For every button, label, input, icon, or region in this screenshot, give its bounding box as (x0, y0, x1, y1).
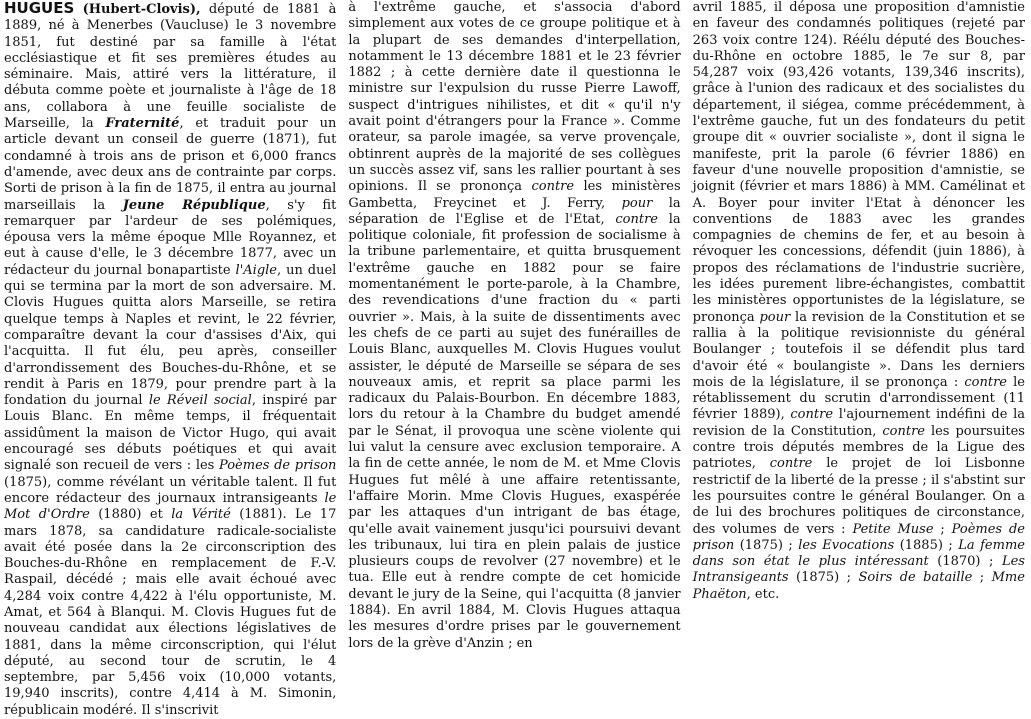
text-run: député de 1881 à 1889, né à Menerbes (Vaucluse) le 3 novembre 1851, fut destiné par sa famille à l'état ecclésiastique et fit ses premières études au séminaire. Mais, attiré vers la littérature, il débuta comme poète et journaliste à l'âge de 18 ans, collabora à une feuille socialiste de Marseille, la (4, 2, 337, 132)
text-run: , et traduit pour un article devant un conseil de guerre (1871), fut condamné à trois ans de prison et 6,000 francs d'amende, avec deux ans de contrainte par corps. Sorti de prison à la fin de 1875, il entra au journal marseillais la (4, 116, 337, 213)
text-run: les poursuites contre trois députés membres de la Ligue des patriotes, (692, 423, 1025, 472)
text-run: (1875) ; (788, 570, 859, 586)
entry-paragraph-3 (693, 0, 1025, 603)
emphasis-run: Poèmes de prison (219, 458, 337, 474)
emphasis-run: l'Aigle (235, 262, 277, 278)
emphasis-run: contre (769, 456, 813, 472)
entry-paragraph-2 (348, 0, 680, 652)
entry-paragraph-1 (4, 0, 336, 719)
text-run: , inspiré par Louis Blanc. En même temps, il fréquentait assidûment la maison de Victor Hugo, qui avait encouragé ses débuts poétiques et qui avait signalé son recueil de vers : les (4, 393, 337, 474)
emphasis-run: contre (882, 423, 925, 439)
text-run: ; (972, 570, 992, 586)
text-column-3 (693, 0, 1025, 682)
text-column-1 (4, 0, 337, 718)
text-run: (1881). Le 17 mars 1878, sa candidature radicale-socialiste avait été posée dans la 2e circonscription des Bouches-du-Rhône en remplacement de F.-V. Raspail, décédé ; mais elle avait échoué avec 4,284 voix contre 4,422 à l'élu opportuniste, M. Amat, et 564 à Blanqui. M. Clovis Hugues fut de nouveau candidat aux élections législatives de 1881, dans la même circonscription, qui l'élut député, au second tour de scrutin, le 4 septembre, par 5,456 voix (10,000 votants, 19,940 inscrits), contre 4,414 à M. Simonin, républicain modéré. Il s'inscrivit (4, 507, 337, 718)
text-run: le projet de loi Lisbonne restrictif de la liberté de la presse ; il s'abstint sur les poursuites contre le général Boulanger. On a de lui des brochures politiques de circonstance, des volumes de vers : (692, 456, 1025, 537)
emphasis-run: contre (964, 374, 1007, 390)
emphasis-run: Mme Phaëton (692, 570, 1025, 602)
column-1-body (4, 2, 336, 718)
emphasis-run: La femme dans son état le plus intéressant (692, 537, 1025, 570)
emphasis-run: les Evocations (798, 537, 895, 553)
text-run: le rétablissement du scrutin d'arrondissement (11 février 1889), (692, 374, 1025, 423)
emphasis-run: Poèmes de prison (692, 521, 1025, 553)
text-run: , s'y fit remarquer par l'ardeur de ses polémiques, épousa vers la même époque Mlle Royannez, et eut à cause d'elle, le 3 décembre 1877, avec un rédacteur du journal bonapartiste (4, 197, 337, 278)
text-run: ; (933, 521, 952, 537)
text-run: (1880) et (89, 507, 172, 523)
emphasis-run: pour (621, 195, 653, 211)
text-run: , etc. (746, 586, 780, 602)
emphasis-run: Jeune République (122, 197, 266, 213)
column-3-body (693, 0, 1025, 602)
emphasis-run: contre (790, 407, 834, 423)
text-run: la politique coloniale, fit profession de socialisme à la tribune parlementaire, et quitta brusquement l'extrême gauche en 1882 pour se faire momentanément le porte-parole, à la Chambre, des revendications d'une fraction du « parti ouvrier ». Mais, à la suite de dissentiments avec les chefs de ce parti au sujet des funérailles de Louis Blanc, auxquelles M. Clovis Hugues voulut assister, le député de Marseille se sépara de ses nouveaux amis, et reprit sa place parmi les radicaux du Palais-Bourbon. En décembre 1883, lors du retour à la Chambre du budget amendé par le Sénat, il provoqua une scène violente qui lui valut la censure avec exclusion temporaire. A la fin de cette année, le nom de M. et Mme Clovis Hugues fut mêlé à une affaire retentissante, l'affaire Morin. Mme Clovis Hugues, exaspérée par les attaques d'un intrigant de bas étage, qu'elle avait vainement jusqu'ici poursuivi devant les tribunaux, lui tira en plein palais de justice plusieurs coups de revolver (27 novembre) et le tua. Elle eut à rendre compte de cet homicide devant le jury de la Seine, qui l'acquitta (8 janvier 1884). En avril 1884, M. Clovis Hugues attaqua les mesures d'ordre prises par le gouvernement lors de la grève d'Anzin ; en (348, 211, 681, 651)
text-run: la revision de la Constitution et se rallia à la politique revisionniste du général Boulanger ; toutefois il se défendit plus tard d'avoir été « boulangiste ». Dans les derniers mois de la législature, il se prononça : (692, 309, 1025, 390)
emphasis-run: Petite Muse (852, 521, 934, 537)
text-run: à l'extrême gauche, et s'associa d'abord simplement aux votes de ce groupe politique et à la plupart de ses demandes d'interpellation, notamment le 13 décembre 1881 et le 23 février 1882 ; à cette dernière date il questionna le ministre sur l'expulsion du russe Pierre Lawoff, suspect d'intrigues nihilistes, et dit « qu'il n'y avait point d'étrangers pour la France ». Comme orateur, sa parole imagée, sa verve provençale, obtinrent auprès de la majorité de ses collègues un succès assez vif, sans les rallier pourtant à ses opinions. Il se prononça (348, 0, 681, 195)
text-run: (1885) ; (894, 537, 959, 553)
entry-headword-names: (Hubert-Clovis), (82, 2, 201, 17)
emphasis-run: pour (759, 309, 791, 325)
emphasis-run: Soirs de bataille (858, 570, 973, 586)
emphasis-run: contre (531, 179, 575, 195)
emphasis-run: la Vérité (171, 507, 231, 523)
emphasis-run: Les Intransigeants (692, 554, 1025, 586)
text-run: les ministères Gambetta, Freycinet et J. Ferry, (348, 179, 681, 211)
emphasis-run: contre (615, 211, 659, 227)
text-run: avril 1885, il déposa une proposition d'amnistie en faveur des condamnés politiques (rejeté par 263 voix contre 124). Réélu député des Bouches-du-Rhône en octobre 1885, le 7e sur 8, par 54,287 voix (93,426 votants, 139,346 inscrits), grâce à l'union des radicaux et des socialistes du département, il siégea, comme précédemment, à l'extrême gauche, fut un des fondateurs du petit groupe dit « ouvrier socialiste », dont il signa le manifeste, prit la parole (6 février 1886) en faveur d'une nouvelle proposition d'amnistie, se joignit (février et mars 1886) à MM. Camélinat et A. Boyer pour inviter l'Etat à dénoncer les conventions de 1883 avec les grandes compagnies de chemins de fer, et au besoin à révoquer les concessions, défendit (juin 1886), à propos des réclamations de l'industrie sucrière, les idées purement libre-échangistes, combattit les ministères opportunistes de la législature, se prononça (692, 0, 1025, 325)
text-run: (1870) ; (928, 554, 1002, 570)
text-run: (1875) ; (734, 537, 799, 553)
text-run: (1875), comme révélant un véritable talent. Il fut encore rédacteur des journaux intransigeants (4, 474, 337, 506)
text-column-2 (348, 0, 680, 682)
emphasis-run: le Réveil social (148, 393, 252, 409)
emphasis-run: le Mot d'Ordre (4, 490, 337, 523)
emphasis-run: Fraternité (105, 116, 180, 132)
column-2-body (348, 0, 680, 651)
text-run: l'ajournement indéfini de la revision de la Constitution, (692, 407, 1025, 439)
text-run: la séparation de l'Eglise et de l'Etat, (348, 195, 681, 227)
entry-headword: HUGUES (4, 0, 75, 17)
text-run: , un duel qui se termina par la mort de son adversaire. M. Clovis Hugues quitta alors Marseille, se retira quelque temps à Naples et revint, le 22 février, comparaître devant la cour d'assises d'Aix, qui l'acquitta. Il fut élu, peu après, conseiller d'arrondissement des Bouches-du-Rhône, et se rendit à Paris en 1879, pour prendre part à la fondation du journal (4, 262, 337, 409)
